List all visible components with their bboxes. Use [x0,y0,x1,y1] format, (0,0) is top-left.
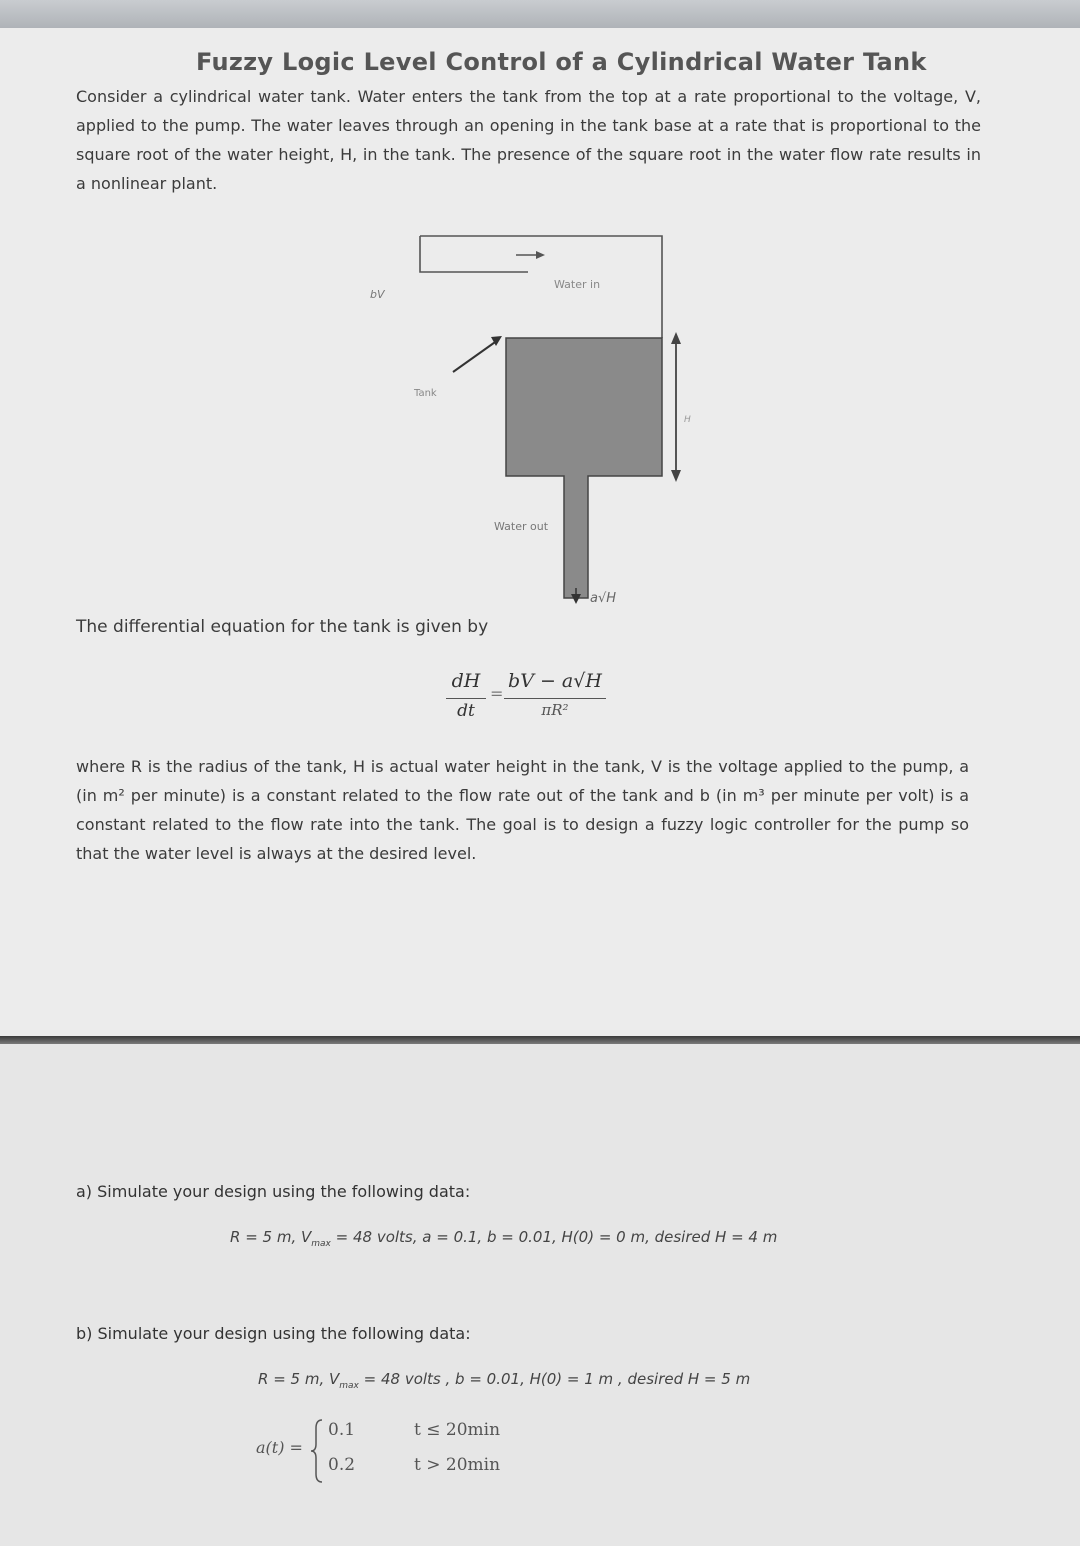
label-tank: Tank [414,388,437,399]
question-b-vmax-sub: max [339,1381,359,1391]
question-a-prompt: a) Simulate your design using the following data: [76,1182,471,1201]
question-a-vmax-sub: max [311,1239,331,1249]
tank-body [506,338,662,598]
question-a-data [230,1228,777,1249]
label-bv: bV [370,288,385,301]
page-section-1 [0,28,1080,1036]
label-height: H [684,415,691,425]
piecewise-case1-condition: t ≤ 20min [414,1420,501,1440]
piecewise-case2-condition: t > 20min [414,1455,501,1475]
page-section-2 [0,1044,1080,1546]
eq-lhs-fraction-bar [446,698,486,699]
document-title: Fuzzy Logic Level Control of a Cylindrical Water Tank [196,48,927,76]
tank-pointer-arrow-icon [453,336,502,372]
eq-rhs-fraction-bar [504,698,606,699]
eq-equals: = [490,684,504,703]
eq-rhs-denominator: πR² [541,701,569,719]
question-a-data-rest: = 48 volts, a = 0.1, b = 0.01, H(0) = 0 m, desired H = 4 m [330,1228,778,1246]
piecewise-lhs: a(t) = [256,1438,303,1457]
differential-equation [446,670,616,732]
piecewise-a-of-t [256,1414,536,1486]
question-b-data [258,1370,750,1391]
eq-lhs-denominator: dt [457,701,475,721]
inlet-pipe [420,236,662,338]
tank-diagram [340,228,720,618]
piecewise-case1-value: 0.1 [328,1420,356,1440]
equation-intro: The differential equation for the tank is given by [76,617,489,637]
eq-rhs-numerator: bV − a√H [508,670,602,692]
question-b-data-rest: = 48 volts , b = 0.01, H(0) = 1 m , desired H = 5 m [358,1370,751,1388]
label-outflow-rate: a√H [590,591,617,606]
question-a-r: R = 5 m, V [230,1228,312,1246]
height-dimension-arrow-icon [671,332,681,482]
question-b-r: R = 5 m, V [258,1370,340,1388]
piecewise-case2-value: 0.2 [328,1455,356,1475]
page-divider [0,1036,1080,1044]
left-brace-icon [310,1418,324,1484]
label-water-out: Water out [494,520,549,533]
label-water-in: Water in [554,278,601,291]
water-in-arrow-icon [516,251,545,259]
intro-paragraph: Consider a cylindrical water tank. Water enters the tank from the top at a rate proportional to the voltage, V, applied to the pump. The water leaves through an opening in the tank base at a rate that is proportional to the square root of the water height, H, in the tank. The presence of the square root in the water flow rate results in a nonlinear plant. [76,87,981,193]
explanation-paragraph: where R is the radius of the tank, H is actual water height in the tank, V is the voltage applied to the pump, a (in m² per minute) is a constant related to the flow rate out of the tank and b (in m³ per minute per volt) is a constant related to the flow rate into the tank. The goal is to design a fuzzy logic controller for the pump so that the water level is always at the desired level. [76,757,969,863]
eq-lhs-numerator: dH [451,670,481,692]
question-b-prompt: b) Simulate your design using the following data: [76,1324,471,1343]
